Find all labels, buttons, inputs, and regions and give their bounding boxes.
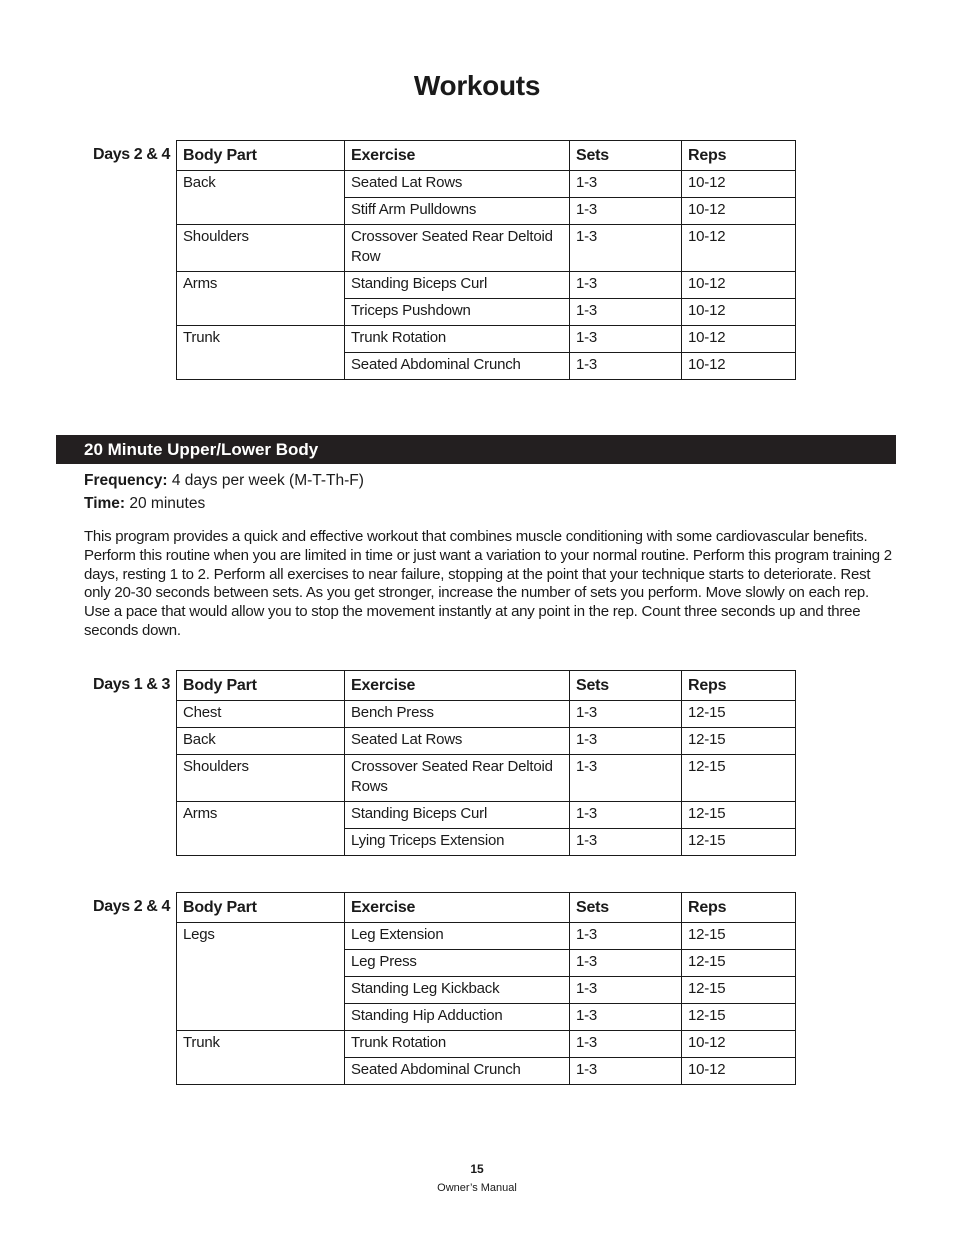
frequency-value: 4 days per week (M-T-Th-F) bbox=[171, 472, 364, 489]
sets-cell: 1-3 bbox=[570, 171, 682, 198]
header-body-part: Body Part bbox=[177, 141, 345, 171]
sets-cell: 1-3 bbox=[570, 353, 682, 380]
sets-cell: 1-3 bbox=[570, 198, 682, 225]
time-label: Time: bbox=[84, 495, 126, 512]
reps-cell: 10-12 bbox=[682, 198, 796, 225]
exercise-cell: Standing Leg Kickback bbox=[345, 977, 570, 1004]
reps-cell: 12-15 bbox=[682, 1004, 796, 1031]
header-reps: Reps bbox=[682, 671, 796, 701]
exercise-cell: Trunk Rotation bbox=[345, 326, 570, 353]
sets-cell: 1-3 bbox=[570, 326, 682, 353]
sets-cell: 1-3 bbox=[570, 728, 682, 755]
body-part-cell: Arms bbox=[177, 272, 345, 326]
reps-cell: 10-12 bbox=[682, 1031, 796, 1058]
table-row bbox=[177, 923, 796, 950]
reps-cell: 10-12 bbox=[682, 171, 796, 198]
header-sets: Sets bbox=[570, 141, 682, 171]
reps-cell: 10-12 bbox=[682, 353, 796, 380]
reps-cell: 12-15 bbox=[682, 829, 796, 856]
sets-cell: 1-3 bbox=[570, 950, 682, 977]
exercise-cell: Standing Biceps Curl bbox=[345, 802, 570, 829]
reps-cell: 12-15 bbox=[682, 728, 796, 755]
exercise-cell: Leg Press bbox=[345, 950, 570, 977]
body-part-cell: Arms bbox=[177, 802, 345, 856]
header-exercise: Exercise bbox=[345, 893, 570, 923]
exercise-cell: Bench Press bbox=[345, 701, 570, 728]
table-row bbox=[177, 728, 796, 755]
body-part-cell: Trunk bbox=[177, 1031, 345, 1085]
reps-cell: 12-15 bbox=[682, 755, 796, 802]
frequency-label: Frequency: bbox=[84, 472, 168, 489]
exercise-cell: Seated Lat Rows bbox=[345, 728, 570, 755]
table-row bbox=[177, 171, 796, 198]
program-description: This program provides a quick and effective workout that combines muscle conditioning with some cardiovascular benefits. Perform this routine when you are limited in time or just want a variation to your normal routine. Perform this program training 2 days, resting 1 to 2. Perform all exercises to near failure, stopping at the point that your technique starts to deteriorate. Rest only 20-30 seconds between sets. As you get stronger, increase the number of sets you perform. Move slowly on each rep. Use a pace that would allow you to stop the movement instantly at any point in the rep. Count three seconds up and three seconds down. bbox=[84, 528, 892, 639]
header-body-part: Body Part bbox=[177, 671, 345, 701]
exercise-cell: Crossover Seated Rear Deltoid Rows bbox=[345, 755, 570, 802]
exercise-cell: Triceps Pushdown bbox=[345, 299, 570, 326]
days-label: Days 1 & 3 bbox=[93, 676, 170, 693]
exercise-cell: Seated Lat Rows bbox=[345, 171, 570, 198]
reps-cell: 12-15 bbox=[682, 701, 796, 728]
exercise-cell: Stiff Arm Pulldowns bbox=[345, 198, 570, 225]
reps-cell: 12-15 bbox=[682, 950, 796, 977]
table-header-row bbox=[177, 141, 796, 171]
sets-cell: 1-3 bbox=[570, 225, 682, 272]
sets-cell: 1-3 bbox=[570, 701, 682, 728]
sets-cell: 1-3 bbox=[570, 977, 682, 1004]
workout-table-days-2-4-upper bbox=[176, 140, 796, 380]
exercise-cell: Standing Biceps Curl bbox=[345, 272, 570, 299]
body-part-cell: Legs bbox=[177, 923, 345, 1031]
exercise-cell: Lying Triceps Extension bbox=[345, 829, 570, 856]
reps-cell: 12-15 bbox=[682, 923, 796, 950]
workout-table-days-1-3 bbox=[176, 670, 796, 856]
reps-cell: 12-15 bbox=[682, 977, 796, 1004]
reps-cell: 10-12 bbox=[682, 272, 796, 299]
sets-cell: 1-3 bbox=[570, 829, 682, 856]
body-part-cell: Trunk bbox=[177, 326, 345, 380]
table-row bbox=[177, 225, 796, 272]
exercise-cell: Trunk Rotation bbox=[345, 1031, 570, 1058]
days-label: Days 2 & 4 bbox=[93, 898, 170, 915]
body-part-cell: Shoulders bbox=[177, 755, 345, 802]
table-header-row bbox=[177, 671, 796, 701]
exercise-cell: Crossover Seated Rear Deltoid Row bbox=[345, 225, 570, 272]
reps-cell: 10-12 bbox=[682, 326, 796, 353]
exercise-cell: Seated Abdominal Crunch bbox=[345, 1058, 570, 1085]
table-row bbox=[177, 701, 796, 728]
header-exercise: Exercise bbox=[345, 141, 570, 171]
sets-cell: 1-3 bbox=[570, 923, 682, 950]
exercise-cell: Leg Extension bbox=[345, 923, 570, 950]
table-row bbox=[177, 755, 796, 802]
page-number: 15 bbox=[470, 1162, 484, 1176]
header-reps: Reps bbox=[682, 141, 796, 171]
header-exercise: Exercise bbox=[345, 671, 570, 701]
sets-cell: 1-3 bbox=[570, 299, 682, 326]
workout-table-days-2-4-lower bbox=[176, 892, 796, 1085]
table-row bbox=[177, 802, 796, 829]
table-row bbox=[177, 1031, 796, 1058]
sets-cell: 1-3 bbox=[570, 1058, 682, 1085]
frequency-line bbox=[84, 472, 364, 490]
sets-cell: 1-3 bbox=[570, 755, 682, 802]
reps-cell: 10-12 bbox=[682, 299, 796, 326]
time-value: 20 minutes bbox=[129, 495, 206, 512]
header-sets: Sets bbox=[570, 671, 682, 701]
body-part-cell: Back bbox=[177, 728, 345, 755]
header-sets: Sets bbox=[570, 893, 682, 923]
reps-cell: 12-15 bbox=[682, 802, 796, 829]
body-part-cell: Shoulders bbox=[177, 225, 345, 272]
header-reps: Reps bbox=[682, 893, 796, 923]
section-header: 20 Minute Upper/Lower Body bbox=[56, 435, 896, 464]
sets-cell: 1-3 bbox=[570, 272, 682, 299]
table-row bbox=[177, 272, 796, 299]
reps-cell: 10-12 bbox=[682, 225, 796, 272]
sets-cell: 1-3 bbox=[570, 1031, 682, 1058]
reps-cell: 10-12 bbox=[682, 1058, 796, 1085]
body-part-cell: Back bbox=[177, 171, 345, 225]
body-part-cell: Chest bbox=[177, 701, 345, 728]
days-label: Days 2 & 4 bbox=[93, 146, 170, 163]
sets-cell: 1-3 bbox=[570, 802, 682, 829]
page-title: Workouts bbox=[413, 70, 541, 101]
footer-text: Owner’s Manual bbox=[437, 1182, 517, 1194]
exercise-cell: Standing Hip Adduction bbox=[345, 1004, 570, 1031]
table-header-row bbox=[177, 893, 796, 923]
time-line bbox=[84, 495, 205, 513]
header-body-part: Body Part bbox=[177, 893, 345, 923]
sets-cell: 1-3 bbox=[570, 1004, 682, 1031]
exercise-cell: Seated Abdominal Crunch bbox=[345, 353, 570, 380]
table-row bbox=[177, 326, 796, 353]
